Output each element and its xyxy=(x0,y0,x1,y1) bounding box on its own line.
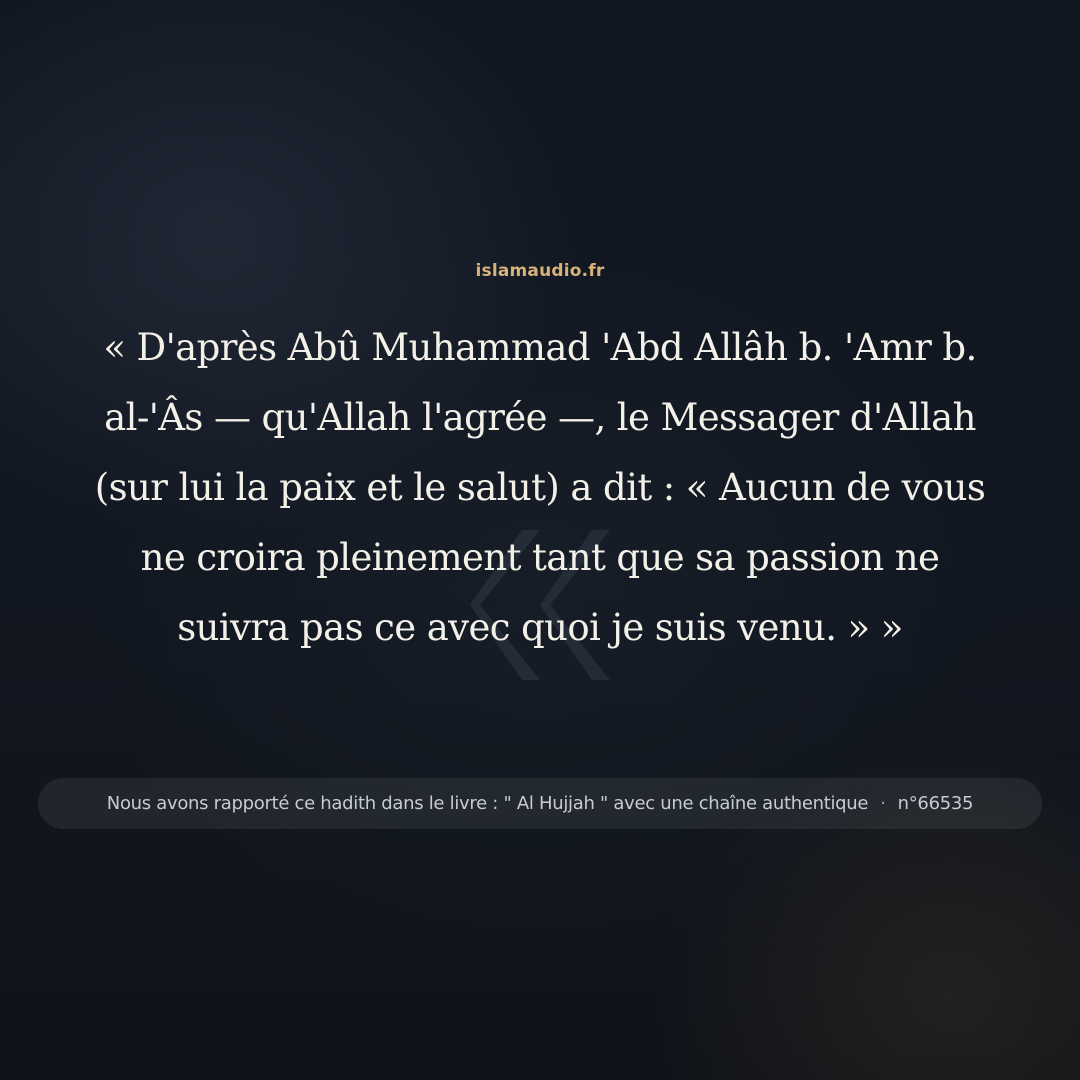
site-name: islamaudio.fr xyxy=(475,261,605,281)
hadith-number: n°66535 xyxy=(897,793,974,814)
source-text: Nous avons rapporté ce hadith dans le livre : " Al Hujjah " avec une chaîne authentique xyxy=(106,793,869,814)
source-separator: · xyxy=(880,793,886,814)
source-pill xyxy=(38,778,1042,829)
hadith-text: « D'après Abû Muhammad 'Abd Allâh b. 'Amr b. al-'Âs — qu'Allah l'agrée —, le Messager d'Allah (sur lui la paix et le salut) a dit : « Aucun de vous ne croira pleinement tant que sa passion ne suivra pas ce avec quoi je suis venu. » » xyxy=(94,326,986,649)
